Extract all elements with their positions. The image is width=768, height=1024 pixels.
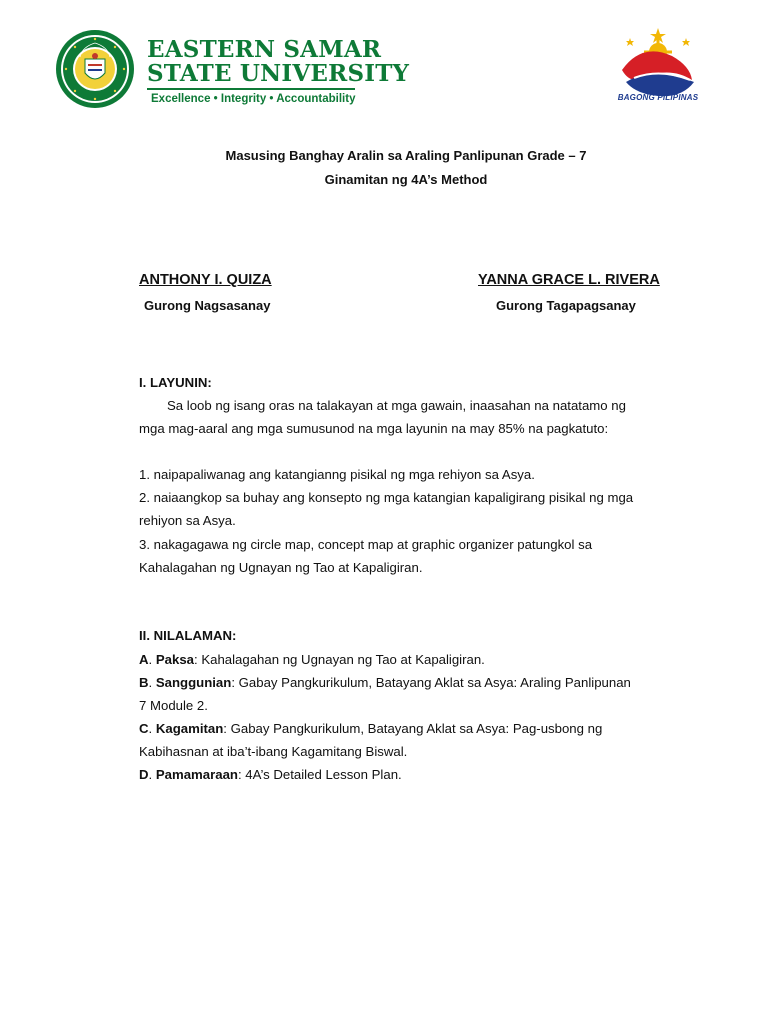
university-seal-logo [52,29,138,109]
item-letter-c: C [139,721,149,736]
kagamitan-text-line1: : Gabay Pangkurikulum, Batayang Aklat sa Asya: Pag-usbong ng [223,721,603,736]
objective-2-line1: 2. naiaangkop sa buhay ang konsepto ng mga katangian kapaligirang pisikal ng mga [139,490,634,505]
university-tagline: Excellence • Integrity • Accountability [151,93,356,105]
content-item-kagamitan: C. Kagamitan: Gabay Pangkurikulum, Batayang Aklat sa Asya: Pag-usbong ng [139,721,603,736]
evaluator-name: YANNA GRACE L. RIVERA [478,272,660,288]
university-name-line1: EASTERN SAMAR [147,36,382,63]
layunin-intro-line2: mga mag-aaral ang mga sumusunod na mga layunin na may 85% na pagkatuto: [139,421,609,436]
layunin-intro-line1: Sa loob ng isang oras na talakayan at mga gawain, inaasahan na natatamo ng [167,398,626,413]
paksa-label: Paksa [155,652,194,667]
content-item-pamamaraan: D. Pamamaraan: 4A’s Detailed Lesson Plan. [139,767,402,782]
section-heading-nilalaman: II. NILALAMAN: [139,628,237,643]
university-name-divider [147,88,355,90]
kagamitan-label: Kagamitan [155,721,224,736]
objective-2-line2: rehiyon sa Asya. [139,513,236,528]
presenter-role: Gurong Nagsasanay [144,298,271,313]
university-name-line2: STATE UNIVERSITY [147,60,410,87]
pamamaraan-label: Pamamaraan [155,767,238,782]
sanggunian-label: Sanggunian [155,675,232,690]
item-letter-d: D [139,767,149,782]
pamamaraan-text: : 4A’s Detailed Lesson Plan. [237,767,402,782]
document-title: Masusing Banghay Aralin sa Araling Panlipunan Grade – 7 [225,148,587,163]
content-item-sanggunian: B. Sanggunian: Gabay Pangkurikulum, Batayang Aklat sa Asya: Araling Panlipunan [139,675,631,690]
sanggunian-text-line1: : Gabay Pangkurikulum, Batayang Aklat sa Asya: Araling Panlipunan [231,675,631,690]
objective-1: 1. naipapaliwanag ang katangianng pisikal ng mga rehiyon sa Asya. [139,467,535,482]
evaluator-role: Gurong Tagapagsanay [496,298,636,313]
content-item-paksa: A. Paksa: Kahalagahan ng Ugnayan ng Tao at Kapaligiran. [139,652,485,667]
item-letter-b: B [139,675,149,690]
objective-3-line1: 3. nakagagawa ng circle map, concept map at graphic organizer patungkol sa [139,537,593,552]
university-name-block [147,36,410,105]
document-subtitle: Ginamitan ng 4A’s Method [324,172,488,187]
item-letter-a: A [139,652,149,667]
section-heading-layunin: I. LAYUNIN: [139,375,212,390]
objective-3-line2: Kahalagahan ng Ugnayan ng Tao at Kapaligiran. [139,560,423,575]
bagong-pilipinas-label: BAGONG PILIPINAS [617,93,699,102]
presenter-name: ANTHONY I. QUIZA [139,272,272,288]
kagamitan-text-line2: Kabihasnan at iba’t-ibang Kagamitang Biswal. [139,744,408,759]
paksa-text: : Kahalagahan ng Ugnayan ng Tao at Kapaligiran. [194,652,485,667]
sanggunian-text-line2: 7 Module 2. [139,698,208,713]
